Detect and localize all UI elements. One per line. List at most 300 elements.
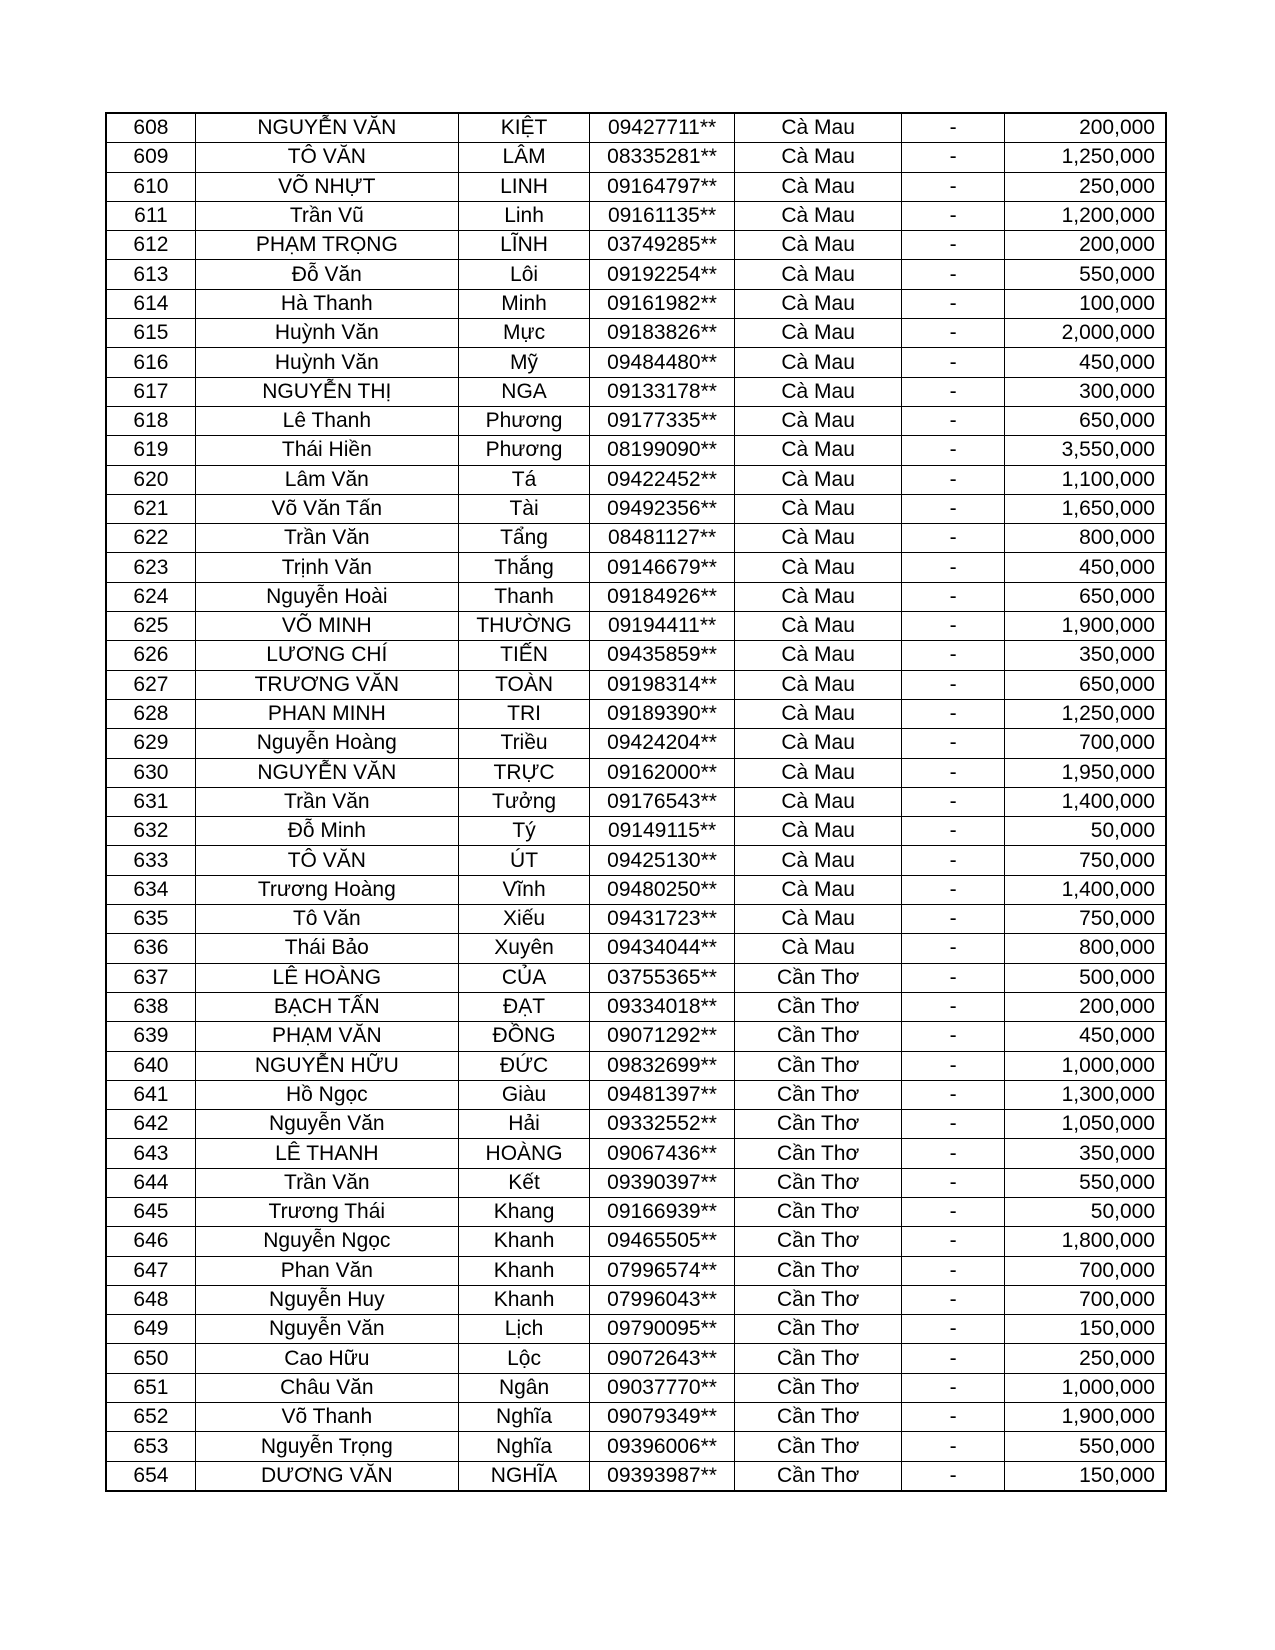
- given-name-cell: ÚT: [458, 846, 589, 875]
- family-name-cell: Lê Thanh: [195, 406, 458, 435]
- note-cell: -: [902, 905, 1004, 934]
- note-cell: -: [902, 494, 1004, 523]
- phone-cell: 09149115**: [590, 817, 735, 846]
- row-number-cell: 654: [106, 1461, 195, 1491]
- donor-table: [105, 112, 1167, 1492]
- family-name-cell: NGUYỄN HỮU: [195, 1051, 458, 1080]
- amount-cell: 450,000: [1004, 1022, 1166, 1051]
- row-number-cell: 610: [106, 172, 195, 201]
- family-name-cell: Nguyễn Trọng: [195, 1432, 458, 1461]
- note-cell: -: [902, 582, 1004, 611]
- amount-cell: 1,800,000: [1004, 1227, 1166, 1256]
- given-name-cell: ĐẠT: [458, 992, 589, 1021]
- province-cell: Cần Thơ: [734, 1403, 902, 1432]
- family-name-cell: VÕ NHỰT: [195, 172, 458, 201]
- table-row: [106, 817, 1166, 846]
- family-name-cell: Trần Vũ: [195, 201, 458, 230]
- amount-cell: 650,000: [1004, 670, 1166, 699]
- given-name-cell: TOÀN: [458, 670, 589, 699]
- province-cell: Cà Mau: [734, 319, 902, 348]
- amount-cell: 100,000: [1004, 289, 1166, 318]
- table-row: [106, 1315, 1166, 1344]
- note-cell: -: [902, 787, 1004, 816]
- row-number-cell: 614: [106, 289, 195, 318]
- table-row: [106, 1461, 1166, 1491]
- amount-cell: 700,000: [1004, 1285, 1166, 1314]
- given-name-cell: HOÀNG: [458, 1139, 589, 1168]
- amount-cell: 700,000: [1004, 729, 1166, 758]
- family-name-cell: Trần Văn: [195, 524, 458, 553]
- phone-cell: 09071292**: [590, 1022, 735, 1051]
- given-name-cell: Tẩng: [458, 524, 589, 553]
- amount-cell: 1,950,000: [1004, 758, 1166, 787]
- row-number-cell: 644: [106, 1168, 195, 1197]
- table-row: [106, 846, 1166, 875]
- note-cell: -: [902, 1432, 1004, 1461]
- table-row: [106, 319, 1166, 348]
- family-name-cell: Trương Thái: [195, 1197, 458, 1226]
- province-cell: Cà Mau: [734, 612, 902, 641]
- family-name-cell: Trần Văn: [195, 787, 458, 816]
- note-cell: -: [902, 319, 1004, 348]
- family-name-cell: BẠCH TẤN: [195, 992, 458, 1021]
- phone-cell: 09424204**: [590, 729, 735, 758]
- province-cell: Cà Mau: [734, 846, 902, 875]
- given-name-cell: Lịch: [458, 1315, 589, 1344]
- family-name-cell: Nguyễn Văn: [195, 1110, 458, 1139]
- note-cell: -: [902, 612, 1004, 641]
- province-cell: Cà Mau: [734, 113, 902, 143]
- province-cell: Cà Mau: [734, 553, 902, 582]
- amount-cell: 750,000: [1004, 846, 1166, 875]
- table-row: [106, 1080, 1166, 1109]
- note-cell: -: [902, 1022, 1004, 1051]
- given-name-cell: Tý: [458, 817, 589, 846]
- given-name-cell: Khanh: [458, 1227, 589, 1256]
- given-name-cell: Khang: [458, 1197, 589, 1226]
- province-cell: Cà Mau: [734, 670, 902, 699]
- province-cell: Cần Thơ: [734, 1285, 902, 1314]
- amount-cell: 1,650,000: [1004, 494, 1166, 523]
- province-cell: Cà Mau: [734, 905, 902, 934]
- note-cell: -: [902, 348, 1004, 377]
- amount-cell: 550,000: [1004, 1168, 1166, 1197]
- family-name-cell: LÊ THANH: [195, 1139, 458, 1168]
- province-cell: Cà Mau: [734, 231, 902, 260]
- given-name-cell: Kết: [458, 1168, 589, 1197]
- note-cell: -: [902, 758, 1004, 787]
- family-name-cell: Cao Hữu: [195, 1344, 458, 1373]
- amount-cell: 1,400,000: [1004, 875, 1166, 904]
- family-name-cell: Thái Hiền: [195, 436, 458, 465]
- province-cell: Cà Mau: [734, 172, 902, 201]
- province-cell: Cần Thơ: [734, 1432, 902, 1461]
- table-row: [106, 1373, 1166, 1402]
- family-name-cell: Võ Thanh: [195, 1403, 458, 1432]
- table-row: [106, 1256, 1166, 1285]
- family-name-cell: TÔ VĂN: [195, 846, 458, 875]
- note-cell: -: [902, 553, 1004, 582]
- row-number-cell: 617: [106, 377, 195, 406]
- province-cell: Cà Mau: [734, 758, 902, 787]
- row-number-cell: 643: [106, 1139, 195, 1168]
- row-number-cell: 637: [106, 963, 195, 992]
- note-cell: -: [902, 1315, 1004, 1344]
- row-number-cell: 631: [106, 787, 195, 816]
- row-number-cell: 636: [106, 934, 195, 963]
- note-cell: -: [902, 641, 1004, 670]
- given-name-cell: Khanh: [458, 1256, 589, 1285]
- province-cell: Cà Mau: [734, 289, 902, 318]
- row-number-cell: 653: [106, 1432, 195, 1461]
- amount-cell: 250,000: [1004, 172, 1166, 201]
- amount-cell: 450,000: [1004, 553, 1166, 582]
- province-cell: Cần Thơ: [734, 1168, 902, 1197]
- province-cell: Cà Mau: [734, 641, 902, 670]
- given-name-cell: Minh: [458, 289, 589, 318]
- amount-cell: 550,000: [1004, 1432, 1166, 1461]
- family-name-cell: Đỗ Minh: [195, 817, 458, 846]
- amount-cell: 200,000: [1004, 992, 1166, 1021]
- province-cell: Cà Mau: [734, 465, 902, 494]
- amount-cell: 1,100,000: [1004, 465, 1166, 494]
- given-name-cell: Tá: [458, 465, 589, 494]
- table-row: [106, 289, 1166, 318]
- phone-cell: 09161135**: [590, 201, 735, 230]
- phone-cell: 09484480**: [590, 348, 735, 377]
- amount-cell: 1,000,000: [1004, 1373, 1166, 1402]
- note-cell: -: [902, 963, 1004, 992]
- family-name-cell: Nguyễn Hoài: [195, 582, 458, 611]
- note-cell: -: [902, 289, 1004, 318]
- province-cell: Cà Mau: [734, 494, 902, 523]
- given-name-cell: Triều: [458, 729, 589, 758]
- note-cell: -: [902, 201, 1004, 230]
- row-number-cell: 630: [106, 758, 195, 787]
- phone-cell: 09393987**: [590, 1461, 735, 1491]
- amount-cell: 1,200,000: [1004, 201, 1166, 230]
- phone-cell: 09790095**: [590, 1315, 735, 1344]
- phone-cell: 03749285**: [590, 231, 735, 260]
- amount-cell: 150,000: [1004, 1461, 1166, 1491]
- family-name-cell: VÕ MINH: [195, 612, 458, 641]
- family-name-cell: PHẠM VĂN: [195, 1022, 458, 1051]
- province-cell: Cần Thơ: [734, 1344, 902, 1373]
- note-cell: -: [902, 172, 1004, 201]
- note-cell: -: [902, 231, 1004, 260]
- note-cell: -: [902, 699, 1004, 728]
- note-cell: -: [902, 1139, 1004, 1168]
- phone-cell: 09166939**: [590, 1197, 735, 1226]
- note-cell: -: [902, 1285, 1004, 1314]
- row-number-cell: 645: [106, 1197, 195, 1226]
- note-cell: -: [902, 1403, 1004, 1432]
- given-name-cell: Tài: [458, 494, 589, 523]
- given-name-cell: ĐỒNG: [458, 1022, 589, 1051]
- table-row: [106, 1139, 1166, 1168]
- table-row: [106, 1051, 1166, 1080]
- family-name-cell: NGUYỄN VĂN: [195, 758, 458, 787]
- amount-cell: 1,250,000: [1004, 699, 1166, 728]
- row-number-cell: 642: [106, 1110, 195, 1139]
- row-number-cell: 646: [106, 1227, 195, 1256]
- note-cell: -: [902, 992, 1004, 1021]
- phone-cell: 09492356**: [590, 494, 735, 523]
- amount-cell: 150,000: [1004, 1315, 1166, 1344]
- row-number-cell: 628: [106, 699, 195, 728]
- table-row: [106, 1197, 1166, 1226]
- table-row: [106, 992, 1166, 1021]
- amount-cell: 200,000: [1004, 231, 1166, 260]
- province-cell: Cần Thơ: [734, 1197, 902, 1226]
- family-name-cell: Hà Thanh: [195, 289, 458, 318]
- province-cell: Cà Mau: [734, 406, 902, 435]
- row-number-cell: 633: [106, 846, 195, 875]
- row-number-cell: 626: [106, 641, 195, 670]
- given-name-cell: TRI: [458, 699, 589, 728]
- given-name-cell: Lộc: [458, 1344, 589, 1373]
- phone-cell: 09431723**: [590, 905, 735, 934]
- province-cell: Cà Mau: [734, 934, 902, 963]
- note-cell: -: [902, 113, 1004, 143]
- province-cell: Cà Mau: [734, 729, 902, 758]
- note-cell: -: [902, 934, 1004, 963]
- province-cell: Cần Thơ: [734, 1110, 902, 1139]
- phone-cell: 08335281**: [590, 143, 735, 172]
- table-row: [106, 377, 1166, 406]
- table-row: [106, 1403, 1166, 1432]
- row-number-cell: 623: [106, 553, 195, 582]
- province-cell: Cà Mau: [734, 436, 902, 465]
- given-name-cell: TRỰC: [458, 758, 589, 787]
- amount-cell: 50,000: [1004, 817, 1166, 846]
- phone-cell: 03755365**: [590, 963, 735, 992]
- amount-cell: 350,000: [1004, 1139, 1166, 1168]
- phone-cell: 09334018**: [590, 992, 735, 1021]
- phone-cell: 07996574**: [590, 1256, 735, 1285]
- given-name-cell: LĨNH: [458, 231, 589, 260]
- row-number-cell: 615: [106, 319, 195, 348]
- family-name-cell: NGUYỄN THỊ: [195, 377, 458, 406]
- province-cell: Cà Mau: [734, 348, 902, 377]
- row-number-cell: 611: [106, 201, 195, 230]
- table-row: [106, 729, 1166, 758]
- table-row: [106, 934, 1166, 963]
- row-number-cell: 647: [106, 1256, 195, 1285]
- phone-cell: 09184926**: [590, 582, 735, 611]
- amount-cell: 3,550,000: [1004, 436, 1166, 465]
- family-name-cell: Đỗ Văn: [195, 260, 458, 289]
- phone-cell: 08199090**: [590, 436, 735, 465]
- note-cell: -: [902, 1461, 1004, 1491]
- amount-cell: 450,000: [1004, 348, 1166, 377]
- phone-cell: 09422452**: [590, 465, 735, 494]
- table-row: [106, 612, 1166, 641]
- amount-cell: 200,000: [1004, 113, 1166, 143]
- row-number-cell: 634: [106, 875, 195, 904]
- table-row: [106, 231, 1166, 260]
- family-name-cell: PHAN MINH: [195, 699, 458, 728]
- family-name-cell: Nguyễn Văn: [195, 1315, 458, 1344]
- row-number-cell: 616: [106, 348, 195, 377]
- phone-cell: 09177335**: [590, 406, 735, 435]
- row-number-cell: 613: [106, 260, 195, 289]
- province-cell: Cần Thơ: [734, 1051, 902, 1080]
- province-cell: Cà Mau: [734, 582, 902, 611]
- province-cell: Cà Mau: [734, 143, 902, 172]
- table-row: [106, 465, 1166, 494]
- amount-cell: 800,000: [1004, 524, 1166, 553]
- row-number-cell: 618: [106, 406, 195, 435]
- table-row: [106, 582, 1166, 611]
- note-cell: -: [902, 143, 1004, 172]
- phone-cell: 07996043**: [590, 1285, 735, 1314]
- family-name-cell: Nguyễn Ngọc: [195, 1227, 458, 1256]
- phone-cell: 09189390**: [590, 699, 735, 728]
- family-name-cell: DƯƠNG VĂN: [195, 1461, 458, 1491]
- note-cell: -: [902, 1256, 1004, 1285]
- given-name-cell: LÂM: [458, 143, 589, 172]
- province-cell: Cà Mau: [734, 524, 902, 553]
- given-name-cell: KIỆT: [458, 113, 589, 143]
- note-cell: -: [902, 524, 1004, 553]
- given-name-cell: THƯỜNG: [458, 612, 589, 641]
- province-cell: Cần Thơ: [734, 1139, 902, 1168]
- given-name-cell: Vĩnh: [458, 875, 589, 904]
- phone-cell: 09390397**: [590, 1168, 735, 1197]
- row-number-cell: 621: [106, 494, 195, 523]
- table-row: [106, 348, 1166, 377]
- given-name-cell: Giàu: [458, 1080, 589, 1109]
- phone-cell: 09162000**: [590, 758, 735, 787]
- family-name-cell: Huỳnh Văn: [195, 348, 458, 377]
- table-row: [106, 172, 1166, 201]
- given-name-cell: Mực: [458, 319, 589, 348]
- phone-cell: 09480250**: [590, 875, 735, 904]
- donor-table-body: [106, 113, 1166, 1491]
- row-number-cell: 649: [106, 1315, 195, 1344]
- table-row: [106, 963, 1166, 992]
- province-cell: Cần Thơ: [734, 963, 902, 992]
- family-name-cell: Nguyễn Huy: [195, 1285, 458, 1314]
- table-row: [106, 787, 1166, 816]
- table-row: [106, 113, 1166, 143]
- given-name-cell: Phương: [458, 436, 589, 465]
- table-row: [106, 758, 1166, 787]
- table-row: [106, 1432, 1166, 1461]
- table-row: [106, 494, 1166, 523]
- note-cell: -: [902, 1373, 1004, 1402]
- row-number-cell: 638: [106, 992, 195, 1021]
- table-row: [106, 143, 1166, 172]
- phone-cell: 09037770**: [590, 1373, 735, 1402]
- province-cell: Cần Thơ: [734, 1227, 902, 1256]
- row-number-cell: 640: [106, 1051, 195, 1080]
- table-row: [106, 699, 1166, 728]
- phone-cell: 09192254**: [590, 260, 735, 289]
- phone-cell: 09434044**: [590, 934, 735, 963]
- phone-cell: 09481397**: [590, 1080, 735, 1109]
- amount-cell: 500,000: [1004, 963, 1166, 992]
- row-number-cell: 622: [106, 524, 195, 553]
- given-name-cell: Lôi: [458, 260, 589, 289]
- table-row: [106, 1227, 1166, 1256]
- table-row: [106, 553, 1166, 582]
- phone-cell: 09133178**: [590, 377, 735, 406]
- phone-cell: 09427711**: [590, 113, 735, 143]
- amount-cell: 1,000,000: [1004, 1051, 1166, 1080]
- amount-cell: 1,300,000: [1004, 1080, 1166, 1109]
- given-name-cell: Xiếu: [458, 905, 589, 934]
- given-name-cell: NGA: [458, 377, 589, 406]
- phone-cell: 09332552**: [590, 1110, 735, 1139]
- province-cell: Cà Mau: [734, 699, 902, 728]
- given-name-cell: NGHĨA: [458, 1461, 589, 1491]
- row-number-cell: 612: [106, 231, 195, 260]
- province-cell: Cần Thơ: [734, 1256, 902, 1285]
- row-number-cell: 641: [106, 1080, 195, 1109]
- row-number-cell: 629: [106, 729, 195, 758]
- row-number-cell: 635: [106, 905, 195, 934]
- table-row: [106, 1344, 1166, 1373]
- given-name-cell: Thanh: [458, 582, 589, 611]
- table-row: [106, 1285, 1166, 1314]
- given-name-cell: Thắng: [458, 553, 589, 582]
- family-name-cell: Trịnh Văn: [195, 553, 458, 582]
- family-name-cell: PHẠM TRỌNG: [195, 231, 458, 260]
- note-cell: -: [902, 406, 1004, 435]
- family-name-cell: TÔ VĂN: [195, 143, 458, 172]
- phone-cell: 09079349**: [590, 1403, 735, 1432]
- row-number-cell: 639: [106, 1022, 195, 1051]
- family-name-cell: Phan Văn: [195, 1256, 458, 1285]
- phone-cell: 09194411**: [590, 612, 735, 641]
- family-name-cell: LÊ HOÀNG: [195, 963, 458, 992]
- row-number-cell: 625: [106, 612, 195, 641]
- row-number-cell: 627: [106, 670, 195, 699]
- family-name-cell: Châu Văn: [195, 1373, 458, 1402]
- family-name-cell: Hồ Ngọc: [195, 1080, 458, 1109]
- row-number-cell: 650: [106, 1344, 195, 1373]
- amount-cell: 250,000: [1004, 1344, 1166, 1373]
- table-row: [106, 670, 1166, 699]
- note-cell: -: [902, 729, 1004, 758]
- note-cell: -: [902, 670, 1004, 699]
- table-row: [106, 875, 1166, 904]
- given-name-cell: LINH: [458, 172, 589, 201]
- amount-cell: 1,900,000: [1004, 612, 1166, 641]
- phone-cell: 09435859**: [590, 641, 735, 670]
- province-cell: Cần Thơ: [734, 992, 902, 1021]
- given-name-cell: TIẾN: [458, 641, 589, 670]
- phone-cell: 09198314**: [590, 670, 735, 699]
- given-name-cell: Tưởng: [458, 787, 589, 816]
- given-name-cell: Nghĩa: [458, 1403, 589, 1432]
- row-number-cell: 624: [106, 582, 195, 611]
- note-cell: -: [902, 1344, 1004, 1373]
- province-cell: Cần Thơ: [734, 1080, 902, 1109]
- table-row: [106, 1168, 1166, 1197]
- table-row: [106, 436, 1166, 465]
- given-name-cell: Xuyên: [458, 934, 589, 963]
- note-cell: -: [902, 846, 1004, 875]
- family-name-cell: Tô Văn: [195, 905, 458, 934]
- phone-cell: 09832699**: [590, 1051, 735, 1080]
- note-cell: -: [902, 1080, 1004, 1109]
- table-row: [106, 201, 1166, 230]
- note-cell: -: [902, 1227, 1004, 1256]
- row-number-cell: 632: [106, 817, 195, 846]
